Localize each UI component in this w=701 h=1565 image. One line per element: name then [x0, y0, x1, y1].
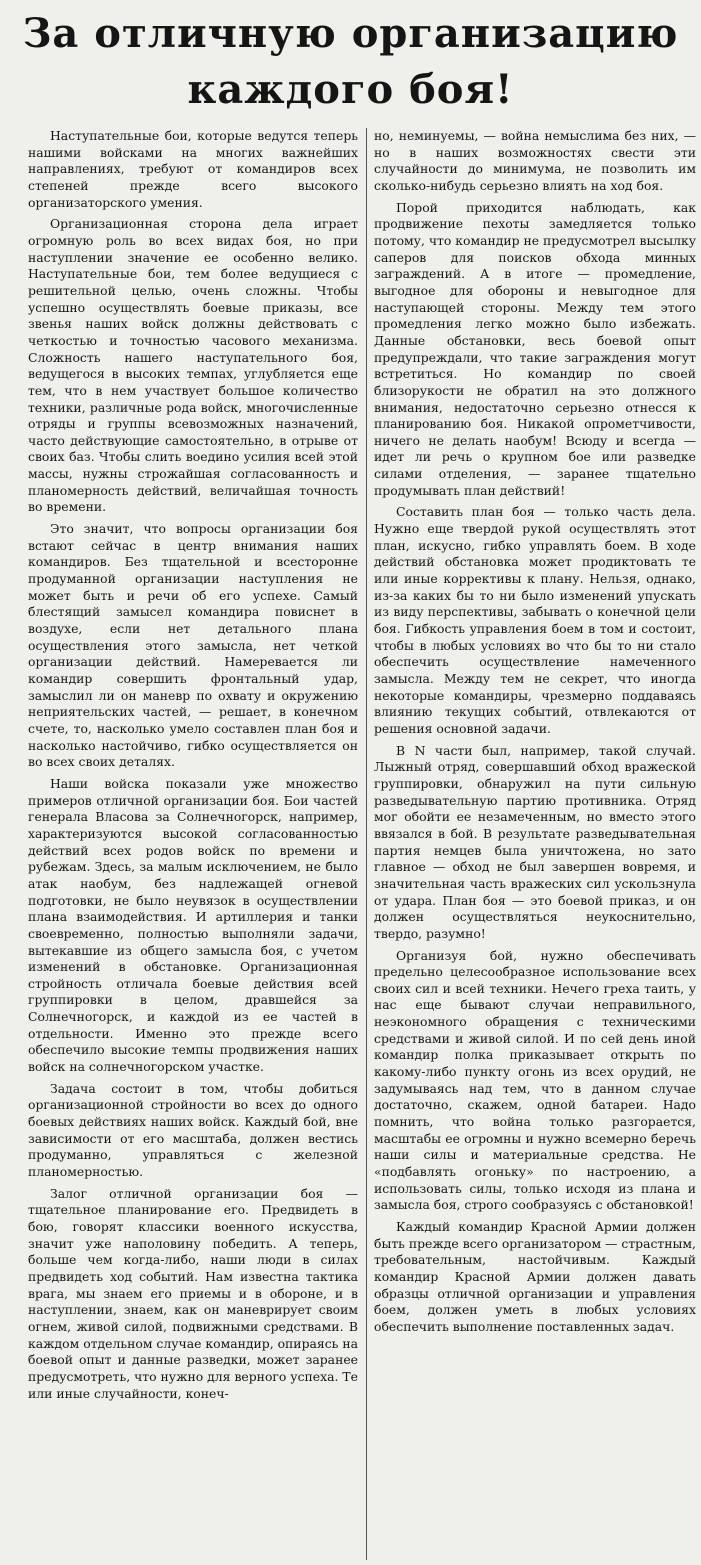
- column-divider: [366, 128, 367, 1560]
- headline-line-1: За отличную организацию: [22, 10, 679, 57]
- paragraph: Составить план боя — только часть дела. Нужно еще твердой рукой осуществлять этот план, искусно, гибко управлять боем. В ходе действий обстановка может продиктовать те или иные коррективы к плану. Нельзя, однако, из-за каких бы то ни было изменений упускать из виду перспективы, забывать о конечной цели боя. Гибкость управления боем в том и состоит, чтобы в любых условиях во что бы то ни стало обеспечить осуществление намеченного замысла. Между тем не секрет, что иногда некоторые командиры, чрезмерно поддаваясь влиянию текущих событий, отвлекаются от решения основной задачи.: [374, 504, 696, 736]
- paragraph: но, неминуемы, — война немыслима без них, — но в наших возможностях свести эти случайности до минимума, не позволить им сколько-нибудь серьезно влиять на ход боя.: [374, 128, 696, 193]
- paragraph: Каждый командир Красной Армии должен быть прежде всего организатором — страстным, требовательным, настойчивым. Каждый командир Красной Армии должен давать образцы отличной организации и управления боем, должен уметь в любых условиях обеспечить выполнение поставленных задач.: [374, 1219, 696, 1334]
- paragraph: В N части был, например, такой случай. Лыжный отряд, совершавший обход вражеской группировки, обнаружил на пути сильную разведывательную партию противника. Отряд мог обойти ее незамеченным, но вместо этого ввязался в бой. В результате разведывательная партия немцев была уничтожена, но зато главное — обход не был завершен вовремя, и значительная часть вражеских сил ускользнула от удара. План боя — это боевой приказ, и он должен осуществляться неукоснительно, твердо, разумно!: [374, 742, 696, 941]
- left-column: [28, 128, 358, 1560]
- paragraph: Организуя бой, нужно обеспечивать предельно целесообразное использование всех своих сил и всей техники. Нечего греха таить, у нас еще бывают случаи неправильного, неэкономного обращения с техническими средствами и живой силой. И по сей день иной командир полка приказывает открыть по какому-либо пункту огонь из всех орудий, не задумываясь над тем, что в данном случае достаточно, скажем, одной батареи. Надо помнить, что война только разгорается, масштабы ее огромны и нужно всемерно беречь наши силы и материальные средства. Не «подбавлять огоньку» по настроению, а использовать силы, только исходя из плана и замысла боя, строго сообразуясь с обстановкой!: [374, 947, 696, 1213]
- paragraph: Наступательные бои, которые ведутся теперь нашими войсками на многих важнейших направлениях, требуют от командиров всех степеней прежде всего высокого организаторского умения.: [28, 128, 358, 210]
- paragraph: Порой приходится наблюдать, как продвижение пехоты замедляется только потому, что командир не предусмотрел высылку саперов для поисков обхода минных заграждений. А в итоге — промедление, выгодное для обороны и невыгодное для наступающей стороны. Между тем этого промедления легко можно было избежать. Данные обстановки, весь боевой опыт предупреждали, что такие заграждения могут встретиться. Но командир по своей близорукости не обратил на это должного внимания, недостаточно серьезно отнесся к планированию боя. Никакой опрометчивости, ничего не делать наобум! Всюду и всегда — идет ли речь о крупном бое или разведке силами отделения, — заранее тщательно продумывать план действий!: [374, 199, 696, 498]
- headline-line-2: каждого боя!: [187, 66, 514, 113]
- paragraph: Наши войска показали уже множество примеров отличной организации боя. Бои частей генерала Власова за Солнечногорск, например, характеризуются высокой согласованностью действий всех родов войск по времени и рубежам. Здесь, за малым исключением, не было атак наобум, без надлежащей огневой подготовки, не было неувязок в осуществлении плана взаимодействия. И артиллерия и танки своевременно, полностью выполняли задачи, вытекавшие из общего замысла боя, с учетом изменений в обстановке. Организационная стройность отличала боевые действия всей группировки в целом, дравшейся за Солнечногорск, и каждой из ее частей в отдельности. Именно это прежде всего обеспечило высокие темпы продвижения наших войск на солнечногорском участке.: [28, 775, 358, 1075]
- paragraph: Организационная сторона дела играет огромную роль во всех видах боя, но при наступлении значение ее особенно велико. Наступательные бои, тем более ведущиеся с решительной целью, очень сложны. Чтобы успешно осуществлять боевые приказы, все звенья наших войск должны действовать с четкостью и точностью часового механизма. Сложность нашего наступательного боя, ведущегося в высоких темпах, углубляется еще тем, что в нем участвует большое количество техники, различные рода войск, многочисленные отряды и группы всевозможных назначений, часто действующие самостоятельно, в отрыве от своих баз. Чтобы слить воедино усилия всей этой массы, нужны строжайшая согласованность и планомерность действий, величайшая точность во времени.: [28, 216, 358, 515]
- article-headline: [0, 6, 701, 118]
- paragraph: Залог отличной организации боя — тщательное планирование его. Предвидеть в бою, говорят классики военного искусства, значит уже наполовину победить. А теперь, больше чем когда-либо, наши люди в силах предвидеть ход событий. Нам известна тактика врага, мы знаем его приемы и в обороне, и в наступлении, знаем, как он маневрирует своим огнем, живой силой, подвижными средствами. В каждом отдельном случае командир, опираясь на боевой опыт и данные разведки, может заранее предусмотреть, что нужно для верного успеха. Те или иные случайности, конеч-: [28, 1185, 358, 1401]
- paragraph: Задача состоит в том, чтобы добиться организационной стройности во всех до одного боевых действиях наших войск. Каждый бой, вне зависимости от его масштаба, должен вестись продуманно, управляться с железной планомерностью.: [28, 1080, 358, 1180]
- paragraph: Это значит, что вопросы организации боя встают сейчас в центр внимания наших командиров. Без тщательной и всесторонне продуманной организации наступления не может быть и речи об его успехе. Самый блестящий замысел командира повиснет в воздухе, если нет детального плана осуществления этого замысла, нет четкой организации действий. Намеревается ли командир совершить фронтальный удар, замыслил ли он маневр по охвату и окружению неприятельских частей, — решает, в конечном счете, то, насколько умело составлен план боя и насколько настойчиво, гибко осуществляется он во всех своих деталях.: [28, 521, 358, 770]
- right-column: [374, 128, 696, 1560]
